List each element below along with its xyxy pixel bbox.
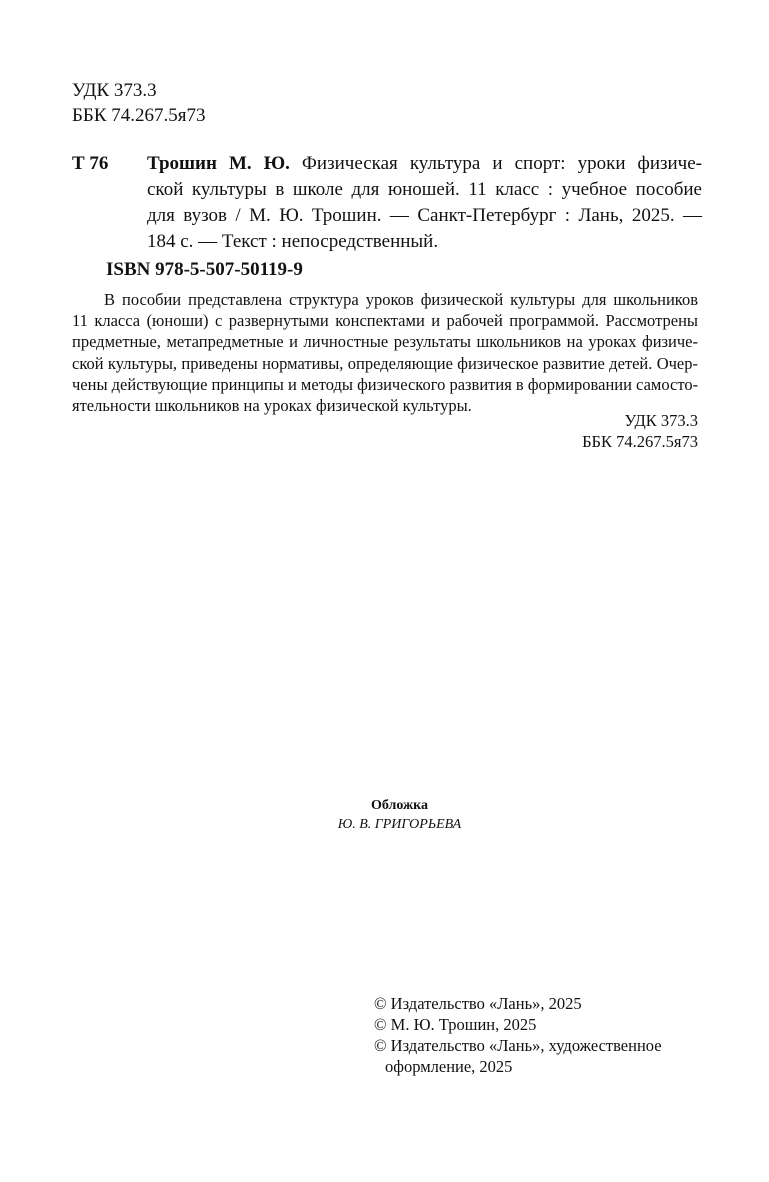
- description-line: для вузов / М. Ю. Трошин. — Санкт-Петербург : Лань, 2025. —: [147, 205, 702, 226]
- bibliographic-description: [147, 151, 702, 255]
- isbn: ISBN 978-5-507-50119-9: [106, 259, 303, 280]
- cover-designer: Ю. В. ГРИГОРЬЕВА: [337, 817, 462, 832]
- annotation-line: ятельности школьников на уроках физической культуры.: [72, 396, 472, 416]
- annotation-line: чены действующие принципы и методы физического развития в формировании самосто-: [72, 374, 699, 394]
- copyright-block: [374, 993, 662, 1077]
- udk-code: УДК 373.3: [624, 411, 698, 430]
- copyright-line: © М. Ю. Трошин, 2025: [374, 1015, 537, 1034]
- author-name: Трошин М. Ю.: [147, 153, 290, 174]
- cover-label: Обложка: [370, 798, 429, 813]
- cover-credit: [0, 796, 769, 834]
- description-line: 184 с. — Текст : непосредственный.: [147, 231, 439, 252]
- classification-codes: [72, 78, 205, 128]
- udk-code: УДК 373.3: [72, 80, 157, 101]
- copyright-line: оформление, 2025: [385, 1057, 513, 1076]
- copyright-line: © Издательство «Лань», 2025: [374, 994, 582, 1013]
- annotation-line: предметные, метапредметные и личностные результаты школьников на уроках физиче-: [72, 332, 698, 352]
- description-text: Физическая культура и спорт: уроки физиче-: [301, 153, 703, 174]
- annotation: [72, 289, 698, 416]
- description-line: [147, 151, 702, 177]
- author-mark: Т 76: [72, 153, 109, 174]
- bbk-code: ББК 74.267.5я73: [72, 105, 206, 126]
- annotation-line: В пособии представлена структура уроков физической культуры для школьников: [104, 290, 698, 309]
- description-line: ской культуры в школе для юношей. 11 класс : учебное пособие: [147, 179, 702, 200]
- annotation-line: ской культуры, приведены нормативы, определяющие физическое развитие детей. Очер-: [72, 353, 698, 373]
- annotation-classification: [582, 410, 698, 452]
- copyright-line: © Издательство «Лань», художественное: [374, 1036, 662, 1055]
- annotation-line: 11 класса (юноши) с развернутыми конспектами и рабочей программой. Рассмотрены: [72, 311, 698, 331]
- bbk-code: ББК 74.267.5я73: [582, 432, 698, 451]
